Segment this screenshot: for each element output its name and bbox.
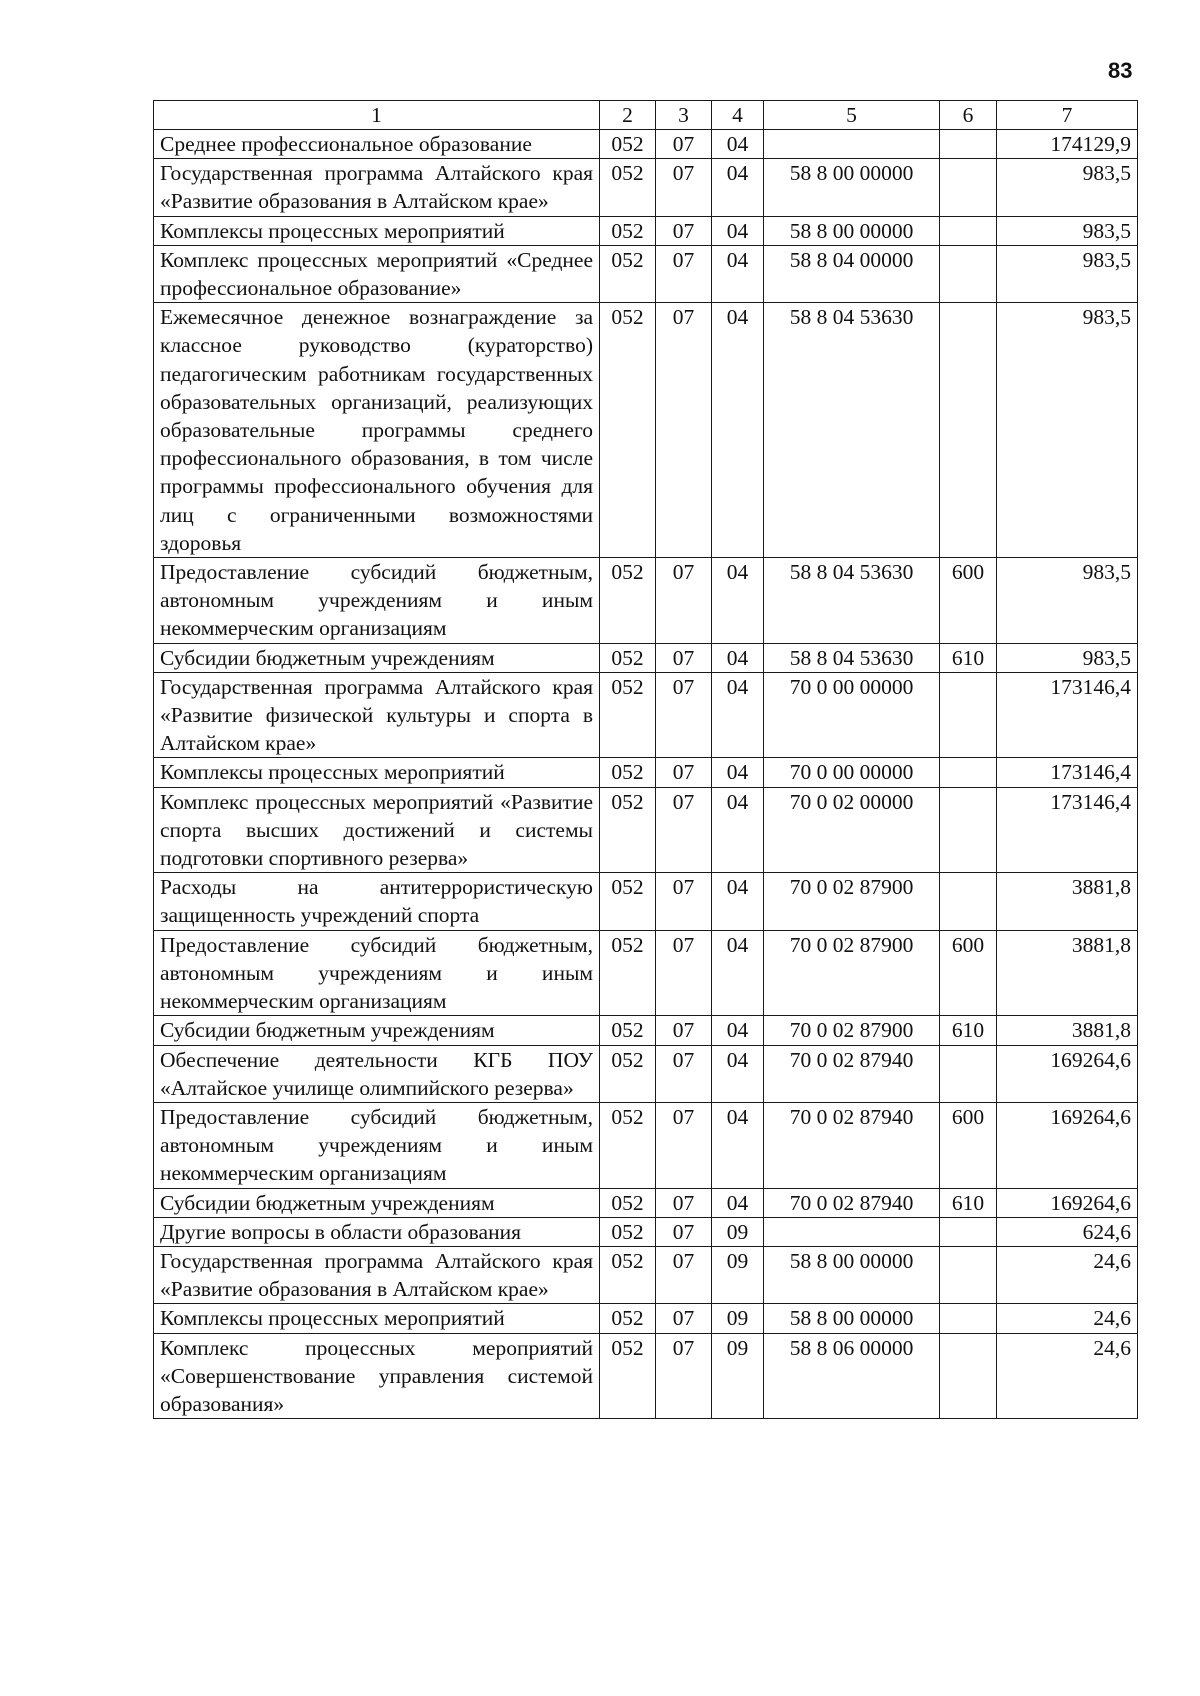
row-amount: 983,5	[997, 245, 1138, 302]
table-row	[154, 1246, 1138, 1303]
table-row	[154, 758, 1138, 787]
row-section: 07	[656, 758, 712, 787]
row-expense-type	[940, 1246, 997, 1303]
row-amount: 983,5	[997, 558, 1138, 644]
column-header-2: 2	[600, 101, 656, 130]
budget-table	[153, 100, 1138, 1419]
row-expense-type	[940, 1217, 997, 1246]
row-amount: 169264,6	[997, 1188, 1138, 1217]
table-row	[154, 1217, 1138, 1246]
row-admin-code: 052	[600, 1045, 656, 1102]
table-row	[154, 1102, 1138, 1188]
row-admin-code: 052	[600, 643, 656, 672]
row-admin-code: 052	[600, 930, 656, 1016]
row-target-article: 70 0 00 00000	[764, 672, 940, 758]
row-amount: 983,5	[997, 643, 1138, 672]
row-admin-code: 052	[600, 1016, 656, 1045]
table-row	[154, 1188, 1138, 1217]
row-admin-code: 052	[600, 758, 656, 787]
row-admin-code: 052	[600, 1304, 656, 1333]
table-row	[154, 159, 1138, 216]
column-header-6: 6	[940, 101, 997, 130]
row-section: 07	[656, 1246, 712, 1303]
row-target-article: 58 8 00 00000	[764, 159, 940, 216]
row-admin-code: 052	[600, 873, 656, 930]
row-expense-type	[940, 245, 997, 302]
table-row	[154, 873, 1138, 930]
row-name: Комплекс процессных мероприятий «Среднее профессиональное образование»	[154, 245, 600, 302]
row-expense-type	[940, 159, 997, 216]
row-section: 07	[656, 1188, 712, 1217]
row-subsection: 04	[712, 1016, 764, 1045]
row-name: Другие вопросы в области образования	[154, 1217, 600, 1246]
row-expense-type	[940, 130, 997, 159]
row-name: Предоставление субсидий бюджетным, автономным учреждениям и иным некоммерческим организациям	[154, 558, 600, 644]
row-target-article: 70 0 02 87900	[764, 930, 940, 1016]
row-amount: 174129,9	[997, 130, 1138, 159]
row-name: Субсидии бюджетным учреждениям	[154, 1188, 600, 1217]
row-target-article: 58 8 00 00000	[764, 1304, 940, 1333]
column-header-1: 1	[154, 101, 600, 130]
table-row	[154, 303, 1138, 558]
row-subsection: 04	[712, 787, 764, 873]
row-admin-code: 052	[600, 159, 656, 216]
table-header	[154, 101, 1138, 130]
row-expense-type: 610	[940, 1188, 997, 1217]
row-amount: 24,6	[997, 1304, 1138, 1333]
row-expense-type	[940, 303, 997, 558]
row-subsection: 04	[712, 245, 764, 302]
row-name: Государственная программа Алтайского края «Развитие образования в Алтайском крае»	[154, 159, 600, 216]
row-name: Комплекс процессных мероприятий «Развитие спорта высших достижений и системы подготовки спортивного резерва»	[154, 787, 600, 873]
row-target-article: 58 8 06 00000	[764, 1333, 940, 1419]
row-name: Субсидии бюджетным учреждениям	[154, 1016, 600, 1045]
row-section: 07	[656, 1045, 712, 1102]
table-row	[154, 130, 1138, 159]
table-row	[154, 1304, 1138, 1333]
row-target-article: 70 0 02 87900	[764, 1016, 940, 1045]
row-amount: 983,5	[997, 303, 1138, 558]
row-target-article: 70 0 02 87940	[764, 1045, 940, 1102]
table-row	[154, 930, 1138, 1016]
row-target-article: 70 0 02 87940	[764, 1188, 940, 1217]
row-expense-type	[940, 758, 997, 787]
table-row	[154, 558, 1138, 644]
row-name: Предоставление субсидий бюджетным, автономным учреждениям и иным некоммерческим организациям	[154, 930, 600, 1016]
row-admin-code: 052	[600, 558, 656, 644]
row-amount: 983,5	[997, 216, 1138, 245]
table-row	[154, 216, 1138, 245]
row-target-article: 58 8 04 53630	[764, 643, 940, 672]
row-admin-code: 052	[600, 787, 656, 873]
table-row	[154, 672, 1138, 758]
row-admin-code: 052	[600, 1333, 656, 1419]
row-subsection: 09	[712, 1246, 764, 1303]
row-target-article: 58 8 04 00000	[764, 245, 940, 302]
row-admin-code: 052	[600, 245, 656, 302]
row-subsection: 04	[712, 558, 764, 644]
row-expense-type: 610	[940, 643, 997, 672]
row-section: 07	[656, 130, 712, 159]
row-section: 07	[656, 672, 712, 758]
table-row	[154, 1045, 1138, 1102]
row-target-article: 70 0 00 00000	[764, 758, 940, 787]
row-section: 07	[656, 1304, 712, 1333]
table-row	[154, 787, 1138, 873]
row-expense-type	[940, 1304, 997, 1333]
row-target-article: 70 0 02 87940	[764, 1102, 940, 1188]
row-target-article	[764, 130, 940, 159]
row-amount: 24,6	[997, 1246, 1138, 1303]
row-admin-code: 052	[600, 1188, 656, 1217]
row-amount: 3881,8	[997, 930, 1138, 1016]
row-name: Субсидии бюджетным учреждениям	[154, 643, 600, 672]
row-expense-type: 600	[940, 1102, 997, 1188]
table-row	[154, 643, 1138, 672]
row-name: Государственная программа Алтайского края «Развитие физической культуры и спорта в Алтайском крае»	[154, 672, 600, 758]
row-subsection: 04	[712, 1102, 764, 1188]
row-name: Комплексы процессных мероприятий	[154, 216, 600, 245]
row-section: 07	[656, 216, 712, 245]
row-section: 07	[656, 1333, 712, 1419]
row-admin-code: 052	[600, 1102, 656, 1188]
row-admin-code: 052	[600, 1217, 656, 1246]
row-name: Комплекс процессных мероприятий «Совершенствование управления системой образования»	[154, 1333, 600, 1419]
row-admin-code: 052	[600, 1246, 656, 1303]
row-section: 07	[656, 159, 712, 216]
row-subsection: 09	[712, 1333, 764, 1419]
row-subsection: 04	[712, 216, 764, 245]
row-name: Обеспечение деятельности КГБ ПОУ «Алтайское училище олимпийского резерва»	[154, 1045, 600, 1102]
row-subsection: 04	[712, 643, 764, 672]
row-section: 07	[656, 1217, 712, 1246]
row-subsection: 04	[712, 1188, 764, 1217]
row-name: Ежемесячное денежное вознаграждение за классное руководство (кураторство) педагогическим работникам государственных образовательных организаций, реализующих образовательные программы среднего профессионального образования, в том числе программы профессионального обучения для лиц с ограниченными возможностями здоровья	[154, 303, 600, 558]
row-amount: 169264,6	[997, 1102, 1138, 1188]
row-target-article: 70 0 02 00000	[764, 787, 940, 873]
row-admin-code: 052	[600, 130, 656, 159]
header-row	[154, 101, 1138, 130]
row-amount: 173146,4	[997, 672, 1138, 758]
row-name: Комплексы процессных мероприятий	[154, 1304, 600, 1333]
row-target-article: 58 8 04 53630	[764, 558, 940, 644]
row-target-article: 58 8 00 00000	[764, 216, 940, 245]
row-name: Расходы на антитеррористическую защищенность учреждений спорта	[154, 873, 600, 930]
row-amount: 24,6	[997, 1333, 1138, 1419]
column-header-7: 7	[997, 101, 1138, 130]
row-amount: 169264,6	[997, 1045, 1138, 1102]
row-section: 07	[656, 787, 712, 873]
row-target-article: 70 0 02 87900	[764, 873, 940, 930]
table-row	[154, 245, 1138, 302]
row-expense-type	[940, 672, 997, 758]
row-expense-type: 610	[940, 1016, 997, 1045]
row-subsection: 09	[712, 1304, 764, 1333]
row-amount: 173146,4	[997, 787, 1138, 873]
row-name: Среднее профессиональное образование	[154, 130, 600, 159]
row-target-article	[764, 1217, 940, 1246]
column-header-4: 4	[712, 101, 764, 130]
row-subsection: 04	[712, 873, 764, 930]
row-expense-type	[940, 787, 997, 873]
row-subsection: 09	[712, 1217, 764, 1246]
row-name: Предоставление субсидий бюджетным, автономным учреждениям и иным некоммерческим организациям	[154, 1102, 600, 1188]
row-section: 07	[656, 1102, 712, 1188]
column-header-3: 3	[656, 101, 712, 130]
row-section: 07	[656, 1016, 712, 1045]
row-subsection: 04	[712, 130, 764, 159]
row-admin-code: 052	[600, 303, 656, 558]
row-amount: 3881,8	[997, 1016, 1138, 1045]
row-amount: 3881,8	[997, 873, 1138, 930]
column-header-5: 5	[764, 101, 940, 130]
row-admin-code: 052	[600, 672, 656, 758]
row-subsection: 04	[712, 672, 764, 758]
table-row	[154, 1016, 1138, 1045]
row-section: 07	[656, 558, 712, 644]
row-expense-type	[940, 216, 997, 245]
row-amount: 173146,4	[997, 758, 1138, 787]
row-section: 07	[656, 245, 712, 302]
row-name: Комплексы процессных мероприятий	[154, 758, 600, 787]
row-subsection: 04	[712, 303, 764, 558]
row-expense-type	[940, 1333, 997, 1419]
row-subsection: 04	[712, 159, 764, 216]
row-expense-type: 600	[940, 558, 997, 644]
row-subsection: 04	[712, 758, 764, 787]
row-expense-type: 600	[940, 930, 997, 1016]
row-section: 07	[656, 873, 712, 930]
row-admin-code: 052	[600, 216, 656, 245]
row-section: 07	[656, 643, 712, 672]
table-row	[154, 1333, 1138, 1419]
row-amount: 624,6	[997, 1217, 1138, 1246]
page-number: 83	[1108, 58, 1133, 83]
row-subsection: 04	[712, 1045, 764, 1102]
row-expense-type	[940, 873, 997, 930]
row-target-article: 58 8 00 00000	[764, 1246, 940, 1303]
row-expense-type	[940, 1045, 997, 1102]
row-subsection: 04	[712, 930, 764, 1016]
row-amount: 983,5	[997, 159, 1138, 216]
row-section: 07	[656, 303, 712, 558]
table-body	[154, 130, 1138, 1419]
row-section: 07	[656, 930, 712, 1016]
row-name: Государственная программа Алтайского края «Развитие образования в Алтайском крае»	[154, 1246, 600, 1303]
row-target-article: 58 8 04 53630	[764, 303, 940, 558]
